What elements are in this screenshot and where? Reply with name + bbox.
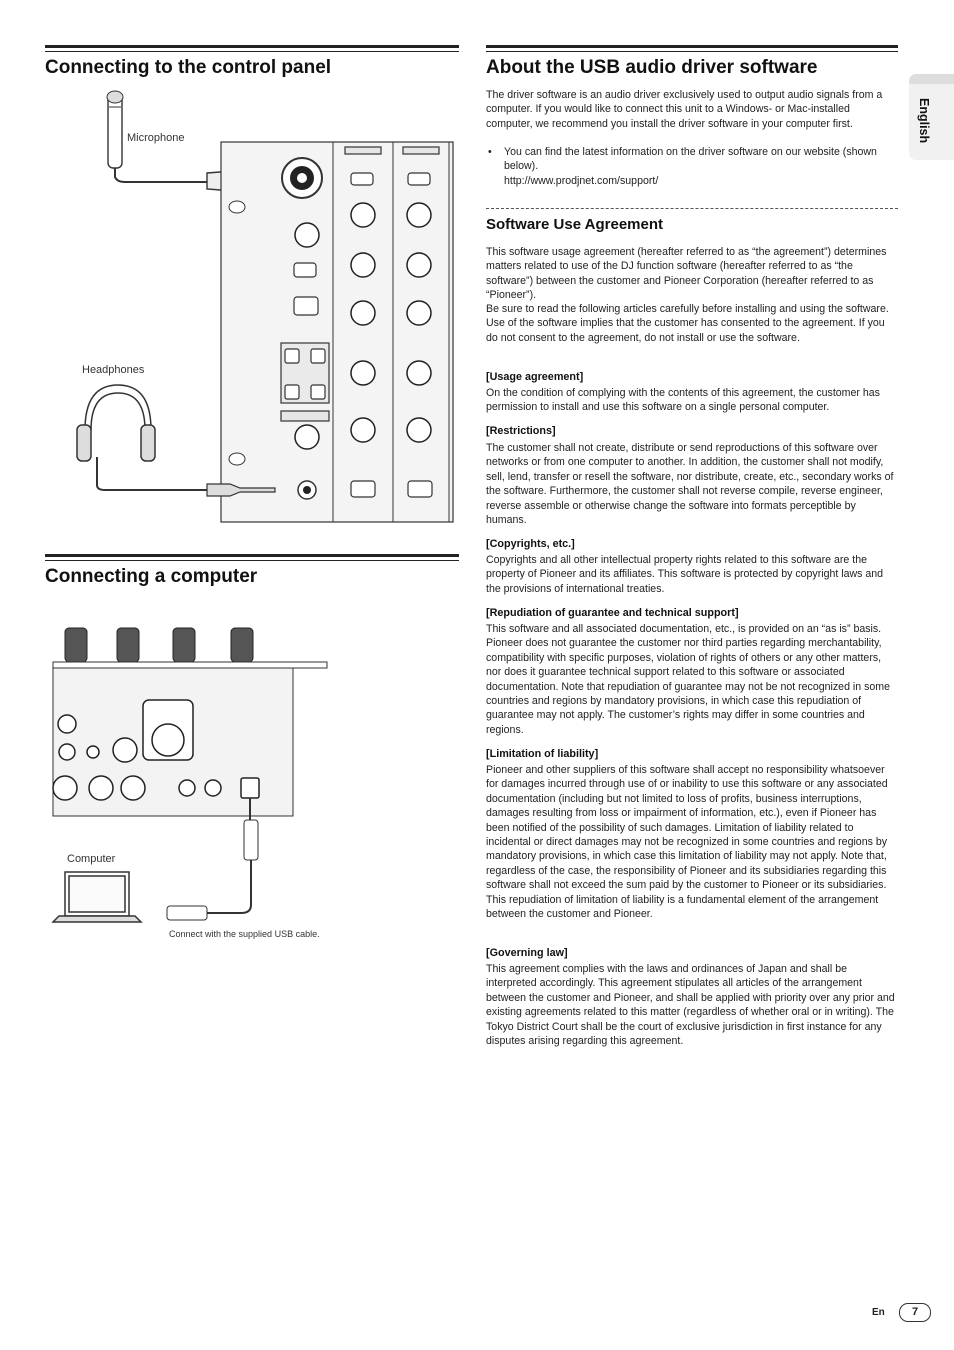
language-tab (909, 74, 954, 160)
laptop-icon (53, 872, 141, 922)
usage-text: On the condition of complying with the contents of this agreement, the customer has permission to install and use this software on a single personal computer. (486, 387, 880, 414)
computer-label: Computer (67, 853, 116, 865)
footer-lang: En (872, 1307, 885, 1318)
support-url: http://www.prodjnet.com/support/ (504, 175, 659, 187)
copyright-heading: [Copyrights, etc.] (486, 538, 575, 550)
repudiation-text: This software and all associated documentation, etc., is provided on an “as is” basis. Pioneer does not guarantee the customer nor third parties regarding merchantability, compatibility with specific purposes, violation of rights of others or any other matters, nor does it guarantee technical support related to this software or associated documentation. Note that repudiation of guarantee may not be not recognized in some countries and regions by mandatory provisions, in which case this repudiation of guarantee may not apply. The customer’s rights may differ in some countries and regions. (486, 623, 891, 736)
microphone-label: Microphone (127, 132, 185, 144)
section-rule (45, 554, 459, 557)
language-tab-label: English (917, 98, 931, 144)
control-panel-diagram (45, 85, 455, 530)
repudiation-heading: [Repudiation of guarantee and technical support] (486, 607, 739, 619)
section-rule (486, 45, 898, 48)
headphones-label: Headphones (82, 364, 145, 376)
usage-heading: [Usage agreement] (486, 371, 584, 383)
agreement-title: Software Use Agreement (486, 216, 663, 233)
dashed-divider (486, 208, 898, 209)
section-title-control-panel: Connecting to the control panel (45, 57, 332, 78)
section-rule (45, 51, 459, 52)
law-text: This agreement complies with the laws and ordinances of Japan and shall be interpreted accordingly. This agreement stipulates all articles of the arrangement between the customer and Pioneer, and shall be applied with priority over any prior and existing agreements related to this matter (regardless of whether oral or in writing). The Tokyo District Court shall be the court of exclusive jurisdiction in first instance for any disputes arising regarding this agreement. (486, 963, 895, 1048)
section-title-usb-driver: About the USB audio driver software (486, 57, 818, 78)
liability-text: Pioneer and other suppliers of this software shall accept no responsibility whatsoever for damages incurred through use of or inability to use this software or any associated documentation (including but not limited to loss of profits, business interruptions, damages resulting from loss or impairment of information, etc.), even if Pioneer has been notified of the possibility of such damages. Limitation of liability related to incidental or direct damages may not be recognized in some countries and regions by mandatory provisions, in which case this limitation of liability may not apply. Note that, regardless of the case, the responsibility of Pioneer and its subsidiaries regarding this software shall not exceed the sum paid by the customer to Pioneer or its subsidiaries. This repudiation of limitation of liability is a fundamental element of the arrangement between the customer and Pioneer. (486, 764, 888, 921)
section-rule (45, 560, 459, 561)
section-rule (486, 51, 898, 52)
rear-panel-diagram (45, 620, 345, 930)
restrictions-heading: [Restrictions] (486, 425, 556, 437)
section-rule (45, 45, 459, 48)
liability-heading: [Limitation of liability] (486, 748, 599, 760)
page-number: 7 (899, 1303, 931, 1322)
bullet-mark: • (488, 146, 492, 158)
agreement-paragraph-1: This software usage agreement (hereafter referred to as “the agreement”) determines matters related to use of the DJ function software (hereafter referred to as “the software”) between the customer and Pioneer Corporation (hereafter referred to as “Pioneer”). (486, 246, 887, 302)
intro-paragraph: The driver software is an audio driver exclusively used to output audio signals from a computer. If you would like to connect this unit to a Windows- or Mac-installed computer, we recommend you install the driver software in your computer first. (486, 89, 883, 130)
copyright-text: Copyrights and all other intellectual property rights related to this software are the property of Pioneer and its affiliates. This software is protected by copyright laws and the provisions of international treaties. (486, 554, 884, 595)
usb-caption: Connect with the supplied USB cable. (169, 929, 320, 939)
law-heading: [Governing law] (486, 947, 568, 959)
restrictions-text: The customer shall not create, distribute or send reproductions of this software over networks or from one computer to another. In addition, the customer shall not modify, sell, lend, transfer or resell the software, nor distribute, create, etc., secondary works of the software. Furthermore, the customer shall not reverse compile, reverse engineer, reverse assemble or otherwise change the software into formats perceptible by humans. (486, 442, 894, 527)
agreement-paragraph-2: Be sure to read the following articles carefully before installing and using the software. Use of the software implies that the customer has consented to the agreement. If you do not consent to the agreement, do not install or use the software. (486, 303, 889, 344)
section-title-computer: Connecting a computer (45, 566, 258, 587)
bullet-text: You can find the latest information on the driver software on our website (shown below). (504, 146, 877, 173)
